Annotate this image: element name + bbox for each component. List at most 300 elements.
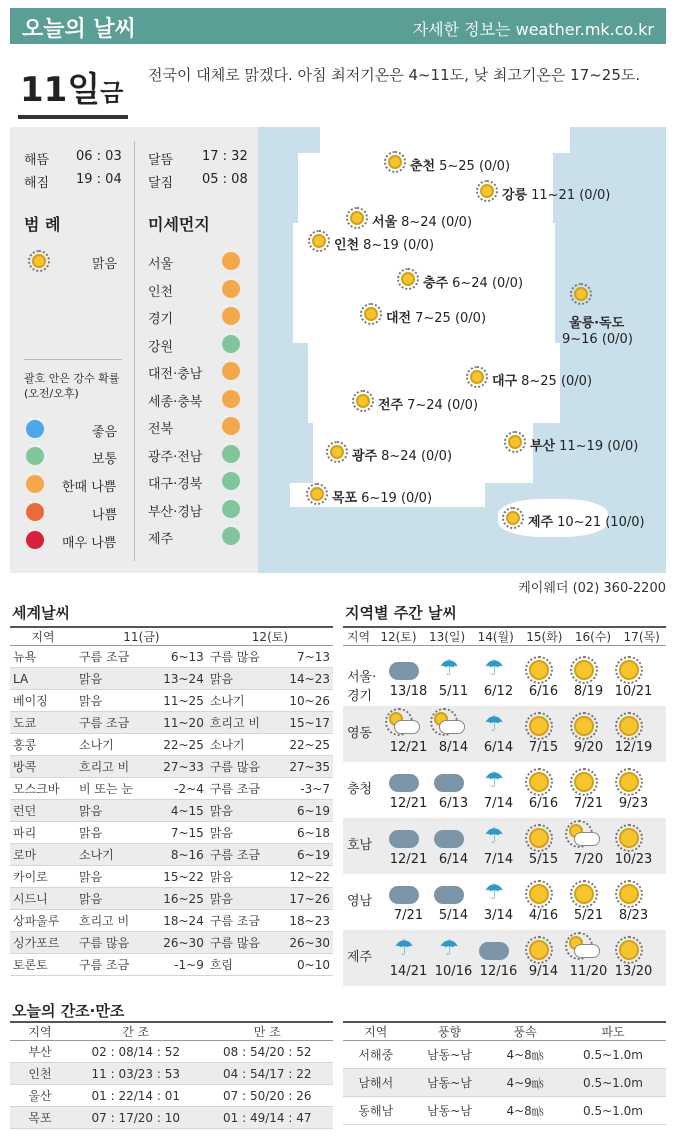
table-cell: 런던: [10, 800, 76, 822]
world-col-region: 지역: [10, 627, 76, 646]
legend-clear-label: 맑음: [92, 257, 118, 272]
cloud-icon: [389, 830, 419, 848]
sun-icon: [506, 511, 520, 525]
sunrise-time: 06 : 03: [76, 149, 122, 164]
sunset-label: 해짐: [24, 176, 50, 191]
sometimes-bad-face-icon: [26, 475, 44, 493]
table-row: [10, 1107, 333, 1129]
table-row: [10, 800, 333, 822]
table-row: [10, 844, 333, 866]
sun-icon: [619, 828, 639, 848]
table-row: [10, 778, 333, 800]
cloud-icon: [434, 830, 464, 848]
tide-title: 오늘의 간조·만조: [12, 1002, 125, 1020]
credit: 케이웨더 (02) 360-2200: [518, 581, 666, 596]
table-cell: 맑음: [76, 866, 150, 888]
table-cell: 방콕: [10, 756, 76, 778]
dust-region: 세종·충북: [148, 394, 203, 410]
table-cell: 울산: [10, 1085, 70, 1107]
table-row: [10, 712, 333, 734]
table-cell: 13~24: [150, 668, 207, 690]
table-cell: 남해서: [343, 1069, 409, 1097]
moonrise-label: 달뜸: [148, 153, 174, 168]
table-cell: 15~22: [150, 866, 207, 888]
table-cell: 인천: [10, 1063, 70, 1085]
weekly-temp: 6/16: [528, 684, 559, 699]
dust-face-icon: [222, 362, 240, 380]
weekly-temp: 13/18: [389, 684, 428, 699]
weekly-temp: 5/11: [438, 684, 469, 699]
weekly-temp: 7/21: [573, 796, 604, 811]
city-name: 대전: [386, 311, 412, 326]
city-name: 서울: [372, 215, 398, 230]
dust-face-icon: [222, 280, 240, 298]
site-link[interactable]: 자세한 정보는 weather.mk.co.kr: [412, 20, 654, 39]
dust-face-icon: [222, 307, 240, 325]
city-forecast: 9~16 (0/0): [562, 332, 633, 347]
date: [20, 62, 123, 111]
sun-icon: [574, 772, 594, 792]
table-row: [10, 646, 333, 668]
city-forecast: 8~24 (0/0): [381, 449, 453, 464]
umbrella-icon: ☂: [484, 656, 504, 681]
weekly-temp: 10/16: [434, 964, 473, 979]
rain-snow-icon: ☂: [484, 712, 504, 737]
table-cell: 구름 조금: [207, 778, 276, 800]
table-cell: 01 : 22/14 : 01: [70, 1085, 202, 1107]
weekly-temp: 5/21: [573, 908, 604, 923]
table-cell: 15~17: [276, 712, 333, 734]
table-cell: 02 : 08/14 : 52: [70, 1041, 202, 1063]
map-land: [320, 127, 570, 153]
table-cell: 04 : 54/17 : 22: [202, 1063, 334, 1085]
city-label: [378, 394, 478, 413]
weekly-col-header: 16(수): [569, 627, 618, 646]
sea-col-wave: 파도: [560, 1022, 666, 1041]
sun-icon: [529, 828, 549, 848]
sunrise-label: 해뜸: [24, 153, 50, 168]
table-row: [343, 1069, 666, 1097]
weekly-col-header: 15(화): [520, 627, 569, 646]
table-cell: 모스크바: [10, 778, 76, 800]
dust-face-icon: [222, 445, 240, 463]
sun-icon: [529, 660, 549, 680]
weekly-col-header: 지역: [343, 627, 374, 646]
table-cell: 8~16: [150, 844, 207, 866]
weekly-temp: 7/21: [393, 908, 424, 923]
city-label: [410, 155, 510, 174]
weekly-col-header: 17(목): [617, 627, 666, 646]
table-cell: 6~18: [276, 822, 333, 844]
weekly-temp: 8/23: [618, 908, 649, 923]
sun-icon: [619, 940, 639, 960]
table-cell: 구름 조금: [76, 954, 150, 976]
city-forecast: 8~24 (0/0): [401, 215, 473, 230]
table-cell: 맑음: [207, 888, 276, 910]
table-cell: 소나기: [76, 844, 150, 866]
sun-icon: [529, 940, 549, 960]
weekly-temp: 10/23: [614, 852, 653, 867]
weekly-temp: 4/16: [528, 908, 559, 923]
dust-face-icon: [222, 252, 240, 270]
table-cell: 홍콩: [10, 734, 76, 756]
cloud-icon: [574, 832, 600, 846]
dust-region: 광주·전남: [148, 449, 203, 465]
weekly-temp: 11/20: [569, 964, 608, 979]
tide-col-low: 간 조: [70, 1022, 202, 1041]
cloud-icon: [574, 944, 600, 958]
dust-region: 경기: [148, 312, 174, 327]
table-cell: 11~20: [150, 712, 207, 734]
table-row: [10, 910, 333, 932]
weekly-region: 영남: [347, 894, 373, 909]
level-normal: 보통: [92, 452, 118, 467]
table-cell: 18~24: [150, 910, 207, 932]
city-forecast: 8~19 (0/0): [363, 238, 435, 253]
weekly-temp: 8/19: [573, 684, 604, 699]
table-cell: 소나기: [207, 690, 276, 712]
table-cell: 맑음: [207, 866, 276, 888]
umbrella-icon: ☂: [484, 880, 504, 905]
sea-col-wind-direction: 풍향: [409, 1022, 491, 1041]
weekly-temp: 12/21: [389, 740, 428, 755]
city-label: [492, 370, 592, 389]
city-label: [332, 487, 432, 506]
weekly-temp: 9/14: [528, 964, 559, 979]
cloud-icon: [389, 886, 419, 904]
table-cell: 남동~남: [409, 1069, 491, 1097]
weekly-temp: 14/21: [389, 964, 428, 979]
weekly-temp: 12/21: [389, 852, 428, 867]
world-col-day1: 11(금): [76, 627, 207, 646]
table-cell: 26~30: [150, 932, 207, 954]
legend-panel: [10, 127, 258, 573]
city-name: 인천: [334, 238, 360, 253]
table-cell: 구름 많음: [76, 932, 150, 954]
dust-face-icon: [222, 472, 240, 490]
table-cell: 파리: [10, 822, 76, 844]
city-forecast: 5~25 (0/0): [439, 159, 511, 174]
dust-face-icon: [222, 390, 240, 408]
table-cell: 07 : 17/20 : 10: [70, 1107, 202, 1129]
sea-col-region: 지역: [343, 1022, 409, 1041]
city-name: 충주: [423, 276, 449, 291]
table-cell: 22~25: [150, 734, 207, 756]
table-cell: 0.5~1.0m: [560, 1069, 666, 1097]
dust-face-icon: [222, 335, 240, 353]
dust-region: 제주: [148, 532, 174, 547]
sun-icon: [619, 884, 639, 904]
sun-icon: [574, 660, 594, 680]
weekly-region: 서울·경기: [347, 670, 377, 704]
weekly-col-header: 14(월): [471, 627, 520, 646]
weekly-temp: 7/14: [483, 852, 514, 867]
dust-region: 대구·경북: [148, 477, 203, 492]
city-forecast: 7~24 (0/0): [407, 398, 479, 413]
city-forecast: 11~21 (0/0): [531, 188, 611, 203]
table-cell: 목포: [10, 1107, 70, 1129]
table-cell: 맑음: [76, 888, 150, 910]
cloud-icon: [434, 886, 464, 904]
cloud-icon: [389, 774, 419, 792]
sun-icon: [470, 370, 484, 384]
table-cell: 6~19: [276, 800, 333, 822]
table-cell: 7~13: [276, 646, 333, 668]
city-forecast: 8~25 (0/0): [521, 374, 593, 389]
table-cell: 4~8㎧: [490, 1041, 560, 1069]
cloud-icon: [434, 774, 464, 792]
weekly-temp: 8/14: [438, 740, 469, 755]
table-cell: 26~30: [276, 932, 333, 954]
sun-icon: [619, 660, 639, 680]
level-good: 좋음: [92, 425, 118, 440]
weekly-temp: 6/13: [438, 796, 469, 811]
level-bad: 나쁨: [92, 508, 118, 523]
table-cell: 맑음: [76, 690, 150, 712]
city-name: 춘천: [410, 159, 436, 174]
weekly-temp: 6/16: [528, 796, 559, 811]
city-name: 제주: [528, 515, 554, 530]
precip-note: 괄호 안은 강수 확률 (오전/오후): [24, 372, 120, 400]
city-forecast: 7~25 (0/0): [415, 311, 487, 326]
table-cell: 맑음: [207, 668, 276, 690]
table-cell: 27~33: [150, 756, 207, 778]
legend-divider: [24, 359, 122, 360]
weekly-temp: 7/20: [573, 852, 604, 867]
weekly-temp: 6/14: [483, 740, 514, 755]
weekly-temp: 13/20: [614, 964, 653, 979]
weekly-temp: 10/21: [614, 684, 653, 699]
sun-icon: [356, 394, 370, 408]
city-forecast: 10~21 (10/0): [557, 515, 645, 530]
sun-icon: [529, 772, 549, 792]
city-forecast: 11~19 (0/0): [559, 439, 639, 454]
dust-title: 미세먼지: [148, 215, 210, 234]
good-face-icon: [26, 420, 44, 438]
sunset-time: 19 : 04: [76, 172, 122, 187]
table-cell: 10~26: [276, 690, 333, 712]
city-label: [386, 307, 486, 326]
weekly-temp: 3/14: [483, 908, 514, 923]
table-cell: 비 또는 눈: [76, 778, 150, 800]
table-cell: 베이징: [10, 690, 76, 712]
city-name: 전주: [378, 398, 404, 413]
table-cell: 4~15: [150, 800, 207, 822]
weekly-region: 호남: [347, 838, 373, 853]
city-label: [334, 234, 434, 253]
weekday: 금: [100, 79, 124, 107]
sun-icon: [312, 234, 326, 248]
table-cell: 남동~남: [409, 1097, 491, 1125]
table-cell: 08 : 54/20 : 52: [202, 1041, 334, 1063]
sun-icon: [619, 716, 639, 736]
weekly-col-header: 12(토): [374, 627, 423, 646]
normal-face-icon: [26, 447, 44, 465]
world-weather-table: [10, 626, 333, 976]
table-cell: 16~25: [150, 888, 207, 910]
table-cell: 22~25: [276, 734, 333, 756]
tide-col-high: 만 조: [202, 1022, 334, 1041]
weekly-temp: 5/14: [438, 908, 469, 923]
sun-icon: [350, 211, 364, 225]
umbrella-icon: ☂: [439, 936, 459, 961]
table-row: [10, 690, 333, 712]
table-cell: 도쿄: [10, 712, 76, 734]
legend-title: 범 례: [24, 215, 61, 234]
city-name: 대구: [492, 374, 518, 389]
table-row: [10, 954, 333, 976]
table-cell: 구름 조금: [76, 646, 150, 668]
level-very-bad: 매우 나쁨: [62, 536, 117, 551]
table-row: [10, 756, 333, 778]
table-cell: 07 : 50/20 : 26: [202, 1085, 334, 1107]
weekly-temp: 7/14: [483, 796, 514, 811]
weekly-region: 영동: [347, 726, 373, 741]
weekly-temp: 9/23: [618, 796, 649, 811]
page-title: 오늘의 날씨: [22, 17, 136, 42]
very-bad-face-icon: [26, 531, 44, 549]
table-cell: 0.5~1.0m: [560, 1041, 666, 1069]
table-cell: 토론토: [10, 954, 76, 976]
table-cell: 서해중: [343, 1041, 409, 1069]
city-label: [352, 445, 452, 464]
table-cell: 구름 조금: [76, 712, 150, 734]
table-row: [10, 1041, 333, 1063]
weekly-temp: 5/15: [528, 852, 559, 867]
table-cell: 12~22: [276, 866, 333, 888]
table-row: [10, 1085, 333, 1107]
sea-table: [343, 1021, 666, 1125]
table-cell: 18~23: [276, 910, 333, 932]
table-cell: 맑음: [207, 822, 276, 844]
weekly-temp: 12/16: [479, 964, 518, 979]
city-name: 부산: [530, 439, 556, 454]
table-cell: 구름 많음: [207, 646, 276, 668]
table-cell: 6~13: [150, 646, 207, 668]
table-cell: 흐리고 비: [76, 756, 150, 778]
day-number: 11일: [20, 70, 101, 110]
sun-icon: [529, 884, 549, 904]
sun-icon: [529, 716, 549, 736]
table-row: [10, 866, 333, 888]
sun-icon: [32, 254, 46, 268]
table-row: [343, 1041, 666, 1069]
city-name: 울릉·독도: [569, 316, 625, 331]
umbrella-icon: ☂: [394, 936, 414, 961]
header-bar: [10, 8, 666, 44]
world-col-day2: 12(토): [207, 627, 333, 646]
table-cell: -1~9: [150, 954, 207, 976]
weekly-weather-title: 지역별 주간 날씨: [345, 604, 457, 622]
city-name: 목포: [332, 491, 358, 506]
table-cell: 7~15: [150, 822, 207, 844]
umbrella-icon: ☂: [484, 824, 504, 849]
cloud-icon: [394, 720, 420, 734]
table-cell: 시드니: [10, 888, 76, 910]
table-cell: 구름 많음: [207, 932, 276, 954]
world-weather-title: 세계날씨: [12, 604, 70, 622]
dust-region: 강원: [148, 339, 174, 355]
dust-region: 대전·충남: [148, 367, 203, 382]
sun-icon: [401, 272, 415, 286]
dust-face-icon: [222, 500, 240, 518]
weekly-weather-table: [343, 626, 666, 646]
table-cell: LA: [10, 668, 76, 690]
umbrella-icon: ☂: [439, 656, 459, 681]
table-cell: 로마: [10, 844, 76, 866]
forecast-summary: 전국이 대체로 맑겠다. 아침 최저기온은 4~11도, 낮 최고기온은 17~25도.: [148, 66, 641, 84]
sun-icon: [310, 487, 324, 501]
korea-map: [258, 127, 666, 573]
weekly-temp: 9/20: [573, 740, 604, 755]
table-cell: -2~4: [150, 778, 207, 800]
table-row: [10, 668, 333, 690]
weekly-temp: 7/15: [528, 740, 559, 755]
weekly-temp: 6/12: [483, 684, 514, 699]
moonset-label: 달짐: [148, 176, 174, 191]
table-cell: 남동~남: [409, 1041, 491, 1069]
table-row: [10, 734, 333, 756]
dust-face-icon: [222, 417, 240, 435]
dust-region: 인천: [148, 284, 174, 300]
city-forecast: 6~24 (0/0): [452, 276, 524, 291]
table-cell: 흐리고 비: [207, 712, 276, 734]
table-cell: 구름 조금: [207, 844, 276, 866]
city-name: 강릉: [502, 188, 528, 203]
table-cell: 맑음: [76, 822, 150, 844]
table-cell: 카이로: [10, 866, 76, 888]
table-cell: 11~25: [150, 690, 207, 712]
table-cell: 소나기: [76, 734, 150, 756]
sun-icon: [574, 287, 588, 301]
city-label: [372, 211, 472, 230]
table-cell: 구름 조금: [207, 910, 276, 932]
weekly-region: 제주: [347, 950, 373, 965]
table-cell: 맑음: [207, 800, 276, 822]
umbrella-icon: ☂: [484, 768, 504, 793]
sun-icon: [574, 884, 594, 904]
weekly-temp: 6/14: [438, 852, 469, 867]
tide-table: [10, 1021, 333, 1129]
table-cell: 6~19: [276, 844, 333, 866]
weekly-col-header: 13(일): [423, 627, 472, 646]
dust-region: 부산·경남: [148, 504, 203, 520]
table-cell: 27~35: [276, 756, 333, 778]
table-cell: 흐림: [207, 954, 276, 976]
sun-icon: [330, 445, 344, 459]
table-cell: 맑음: [76, 668, 150, 690]
cloud-icon: [439, 720, 465, 734]
city-label: [530, 435, 638, 454]
sun-icon: [574, 716, 594, 736]
table-row: [10, 1063, 333, 1085]
table-cell: 흐리고 비: [76, 910, 150, 932]
sun-icon: [364, 307, 378, 321]
cloud-icon: [479, 942, 509, 960]
table-cell: 14~23: [276, 668, 333, 690]
sea-col-wind-speed: 풍속: [490, 1022, 560, 1041]
moonset-time: 05 : 08: [202, 172, 248, 187]
table-cell: 맑음: [76, 800, 150, 822]
sun-icon: [480, 184, 494, 198]
bad-face-icon: [26, 503, 44, 521]
table-cell: 17~26: [276, 888, 333, 910]
table-cell: 0~10: [276, 954, 333, 976]
table-cell: 구름 많음: [207, 756, 276, 778]
dust-region: 서울: [148, 257, 174, 272]
sun-icon: [388, 155, 402, 169]
city-label: [528, 511, 645, 530]
